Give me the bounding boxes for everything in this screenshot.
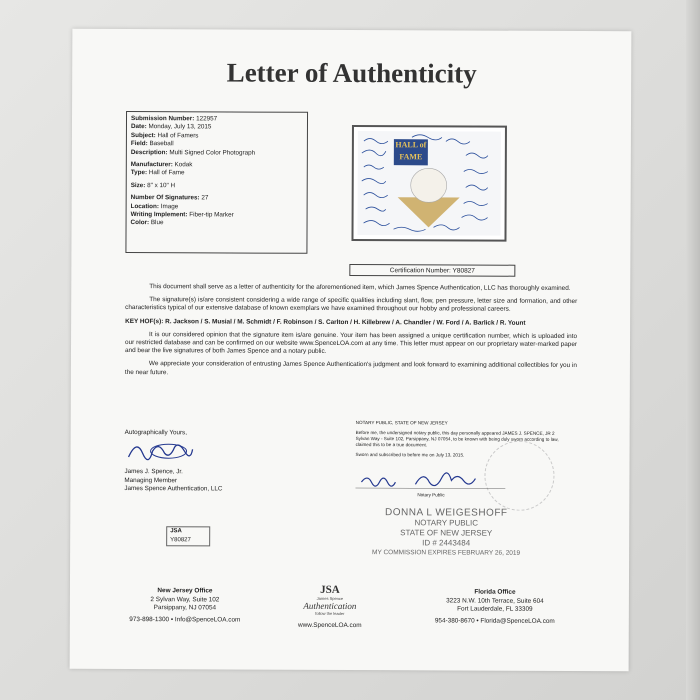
stamp-title: NOTARY PUBLIC	[414, 518, 479, 528]
handwritten-signature	[124, 437, 194, 465]
signature-block	[124, 429, 222, 493]
key-hof-list: KEY HOF(s): R. Jackson / S. Musial / M. Schmidt / F. Robinson / S. Carlton / H. Killebrew / A. Chandler / W. Ford / A. Barlick / R. Yount	[125, 317, 526, 327]
signer-company: James Spence Authentication, LLC	[124, 484, 223, 493]
fl-address-2: Fort Lauderdale, FL 33309	[457, 605, 533, 613]
jsa-sticker-number: Y80827	[170, 537, 191, 544]
notary-statement	[355, 420, 565, 499]
footer-fl-office	[400, 588, 590, 626]
jsa-logo	[288, 584, 372, 616]
background-edge	[686, 0, 700, 700]
signatures-scribbles	[353, 127, 504, 240]
jsa-logo-sub: James Spence	[316, 595, 344, 601]
nj-contact: 973-898-1300 • Info@SpenceLOA.com	[129, 615, 241, 624]
authenticity-letter	[70, 29, 632, 671]
footer-nj-office	[110, 587, 260, 625]
description-row: Description: Multi Signed Color Photograph	[130, 148, 256, 157]
size-row: Size: 8" x 10" H	[130, 181, 176, 190]
nj-address-2: Parsippany, NJ 07054	[153, 604, 217, 612]
color-row: Color: Blue	[130, 219, 164, 227]
notary-heading: NOTARY PUBLIC, STATE OF NEW JERSEY	[355, 420, 448, 426]
closing: Autographically Yours,	[124, 429, 187, 437]
fl-contact: 954-380-8670 • Florida@SpenceLOA.com	[434, 617, 555, 625]
field-row: Field: Baseball	[130, 140, 174, 148]
nj-office-title: New Jersey Office	[157, 587, 213, 595]
jsa-sticker	[166, 526, 210, 546]
subject-row: Subject: Hall of Famers	[130, 131, 199, 140]
paragraph-2: The signature(s) is/are consistent considering a wide range of specific qualities including slant, flow, pen pressure, letter size and formation, and other characteristics typical of our extensive database of known exemplars we have examined throughout our hobby and professional careers.	[125, 296, 578, 314]
signatures-row: Number Of Signatures: 27	[130, 194, 209, 202]
notary-stamp	[366, 508, 526, 559]
jsa-sticker-brand: JSA	[170, 528, 182, 535]
stamp-expires: MY COMMISSION EXPIRES FEBRUARY 26, 2019	[372, 549, 521, 557]
fl-office-title: Florida Office	[474, 588, 516, 596]
certification-number: Certification Number: Y80827	[349, 264, 515, 277]
location-row: Location: Image	[130, 202, 179, 210]
signer-name: James J. Spence, Jr.	[124, 468, 183, 476]
jsa-website: www.SpenceLOA.com	[297, 621, 362, 630]
fl-address-1: 3223 N.W. 10th Terrace, Suite 604	[446, 597, 544, 605]
manufacturer-row: Manufacturer: Kodak	[130, 161, 193, 169]
jsa-logo-tagline: follow the leader	[315, 610, 345, 616]
stamp-name: DONNA L WEIGESHOFF	[385, 507, 508, 519]
hall-of-fame-logo: HALL of FAME	[394, 139, 428, 165]
paragraph-3: It is our considered opinion that the signature item is/are genuine. Your item has been assigned a unique certification number, which is uploaded into our restricted database and can be confirmed on our website www.SpenceLOA.com at any time. This letter must appear on our proprietary water-marked paper and bear the live signatures of both James Spence and a notary public.	[124, 330, 578, 356]
notary-signature	[355, 468, 505, 491]
implement-row: Writing Implement: Fiber-tip Marker	[130, 211, 234, 219]
stamp-state: STATE OF NEW JERSEY	[400, 528, 493, 538]
jsa-logo-word: Authentication	[303, 600, 357, 612]
notary-caption: Notary Public	[417, 492, 445, 498]
letter-body	[125, 283, 577, 384]
jsa-logo-brand: JSA	[320, 583, 340, 596]
letter-title: Letter of Authenticity	[226, 57, 477, 89]
notary-text: Before me, the undersigned notary public, this day personally appeared JAMES J. SPENCE, JR 2 Sylvan Way - Suite 102, Parsippany, NJ 07054, to be known with being duly sworn according to law, claimed this to be a true document.	[355, 430, 559, 448]
stamp-id: ID # 2443484	[422, 538, 471, 548]
notary-sworn: Sworn and subscribed to before me on July 13, 2015.	[355, 452, 465, 458]
type-row: Type: Hall of Fame	[130, 169, 185, 177]
date-row: Date: Monday, July 13, 2015	[130, 123, 212, 131]
item-details-box	[125, 111, 308, 254]
signer-title: Managing Member	[124, 476, 177, 484]
item-photo	[351, 125, 507, 242]
submission-row: Submission Number: 122957	[130, 115, 218, 123]
paragraph-4: We appreciate your consideration of entrusting James Spence Authentication's judgment and look forward to examining additional collectibles for you in the near future.	[124, 360, 577, 376]
paragraph-1: This document shall serve as a letter of authenticity for the aforementioned item, which James Spence Authentication, LLC has thoroughly examined.	[149, 283, 571, 292]
nj-address-1: 2 Sylvan Way, Suite 102	[150, 595, 220, 604]
